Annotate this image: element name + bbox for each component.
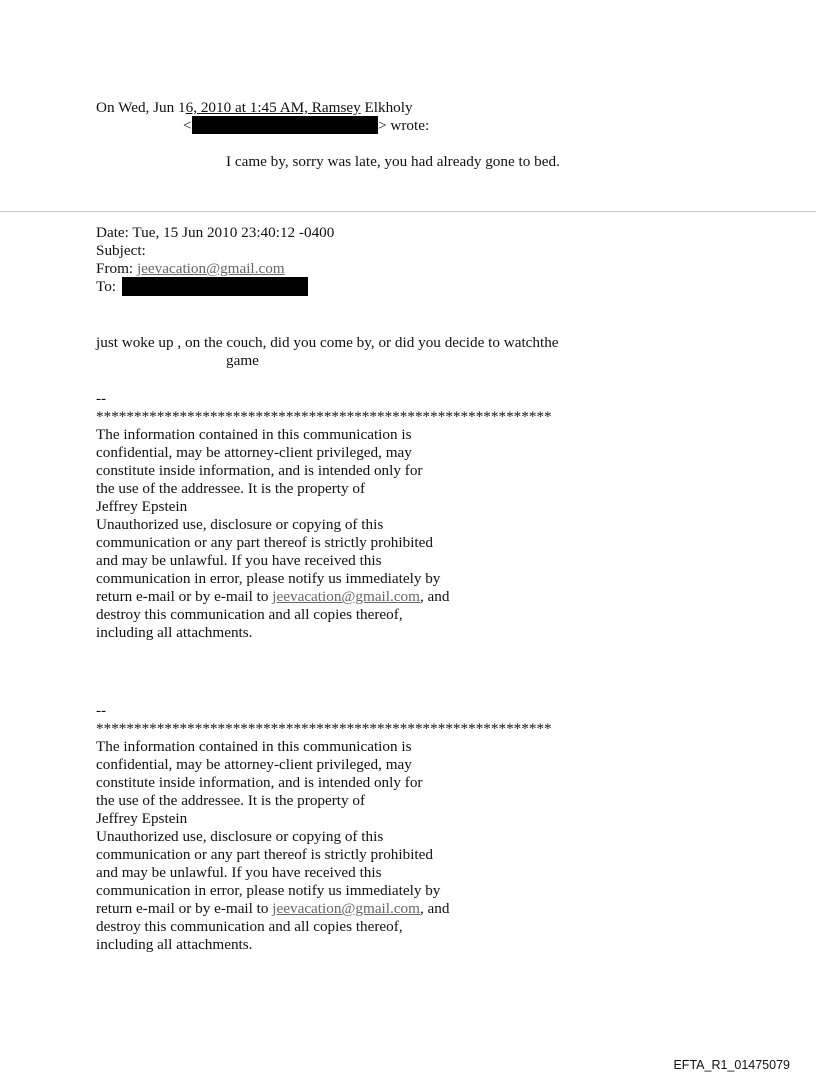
- stars-line: ************************************************************: [96, 408, 552, 425]
- disclaimer-line: destroy this communication and all copies thereof,: [96, 606, 403, 623]
- return-text: return e-mail or by e-mail to: [96, 900, 273, 917]
- disclaimer-line: and may be unlawful. If you have received this: [96, 864, 382, 881]
- disclaimer-line: communication in error, please notify us immediately by: [96, 882, 441, 899]
- disclaimer-line: Jeffrey Epstein: [96, 498, 188, 515]
- signature-dash: --: [96, 390, 107, 407]
- message-body-line: game: [226, 352, 259, 369]
- quoted-header-link[interactable]: 6, 2010 at 1:45 AM, Ramsey: [185, 99, 361, 116]
- disclaimer-line: communication or any part thereof is strictly prohibited: [96, 534, 433, 551]
- from-label: From:: [96, 260, 137, 277]
- disclaimer-line: The information contained in this communication is: [96, 426, 412, 443]
- quoted-wrote: > wrote:: [378, 117, 430, 134]
- return-text: return e-mail or by e-mail to: [96, 588, 273, 605]
- quoted-body: I came by, sorry was late, you had already gone to bed.: [226, 153, 560, 170]
- disclaimer-block: [96, 390, 552, 642]
- return-suffix: , and: [419, 588, 450, 605]
- disclaimer-line: The information contained in this communication is: [96, 738, 412, 755]
- from-email-link[interactable]: jeevacation@gmail.com: [136, 260, 285, 277]
- redaction-box: [192, 116, 378, 134]
- return-suffix: , and: [419, 900, 450, 917]
- disclaimer-line: confidential, may be attorney-client privileged, may: [96, 444, 412, 461]
- stars-line: ************************************************************: [96, 720, 552, 737]
- header-subject: Subject:: [96, 242, 146, 259]
- quoted-open-bracket: <: [183, 117, 192, 134]
- disclaimer-line: Unauthorized use, disclosure or copying of this: [96, 516, 384, 533]
- disclaimer-return-line: [96, 588, 516, 606]
- return-email-link[interactable]: jeevacation@gmail.com: [272, 900, 420, 917]
- disclaimer-line: including all attachments.: [96, 936, 253, 953]
- disclaimer-line: constitute inside information, and is intended only for: [96, 462, 423, 479]
- disclaimer-line: including all attachments.: [96, 624, 253, 641]
- disclaimer-line: and may be unlawful. If you have received this: [96, 552, 382, 569]
- header-to-label: To:: [96, 278, 117, 295]
- disclaimer-line: Unauthorized use, disclosure or copying of this: [96, 828, 384, 845]
- return-email-link[interactable]: jeevacation@gmail.com: [272, 588, 420, 605]
- disclaimer-line: Jeffrey Epstein: [96, 810, 188, 827]
- header-date: Date: Tue, 15 Jun 2010 23:40:12 -0400: [96, 224, 335, 241]
- redaction-box: [122, 277, 308, 296]
- quoted-header-line: [96, 99, 413, 117]
- disclaimer-line: constitute inside information, and is intended only for: [96, 774, 423, 791]
- disclaimer-return-line: [96, 900, 516, 918]
- quoted-header-text: On Wed, Jun 1: [96, 99, 186, 116]
- disclaimer-line: destroy this communication and all copies thereof,: [96, 918, 403, 935]
- disclaimer-line: communication or any part thereof is strictly prohibited: [96, 846, 433, 863]
- quoted-header-name: Elkholy: [360, 99, 413, 116]
- signature-dash: --: [96, 702, 107, 719]
- disclaimer-line: the use of the addressee. It is the property of: [96, 480, 366, 497]
- message-body-line: just woke up , on the couch, did you come by, or did you decide to watchthe: [96, 334, 559, 351]
- disclaimer-line: confidential, may be attorney-client privileged, may: [96, 756, 412, 773]
- disclaimer-line: communication in error, please notify us immediately by: [96, 570, 441, 587]
- divider: [0, 211, 816, 212]
- document-id: EFTA_R1_01475079: [673, 1058, 790, 1072]
- header-from: [96, 260, 285, 278]
- disclaimer-block: [96, 702, 552, 954]
- disclaimer-line: the use of the addressee. It is the property of: [96, 792, 366, 809]
